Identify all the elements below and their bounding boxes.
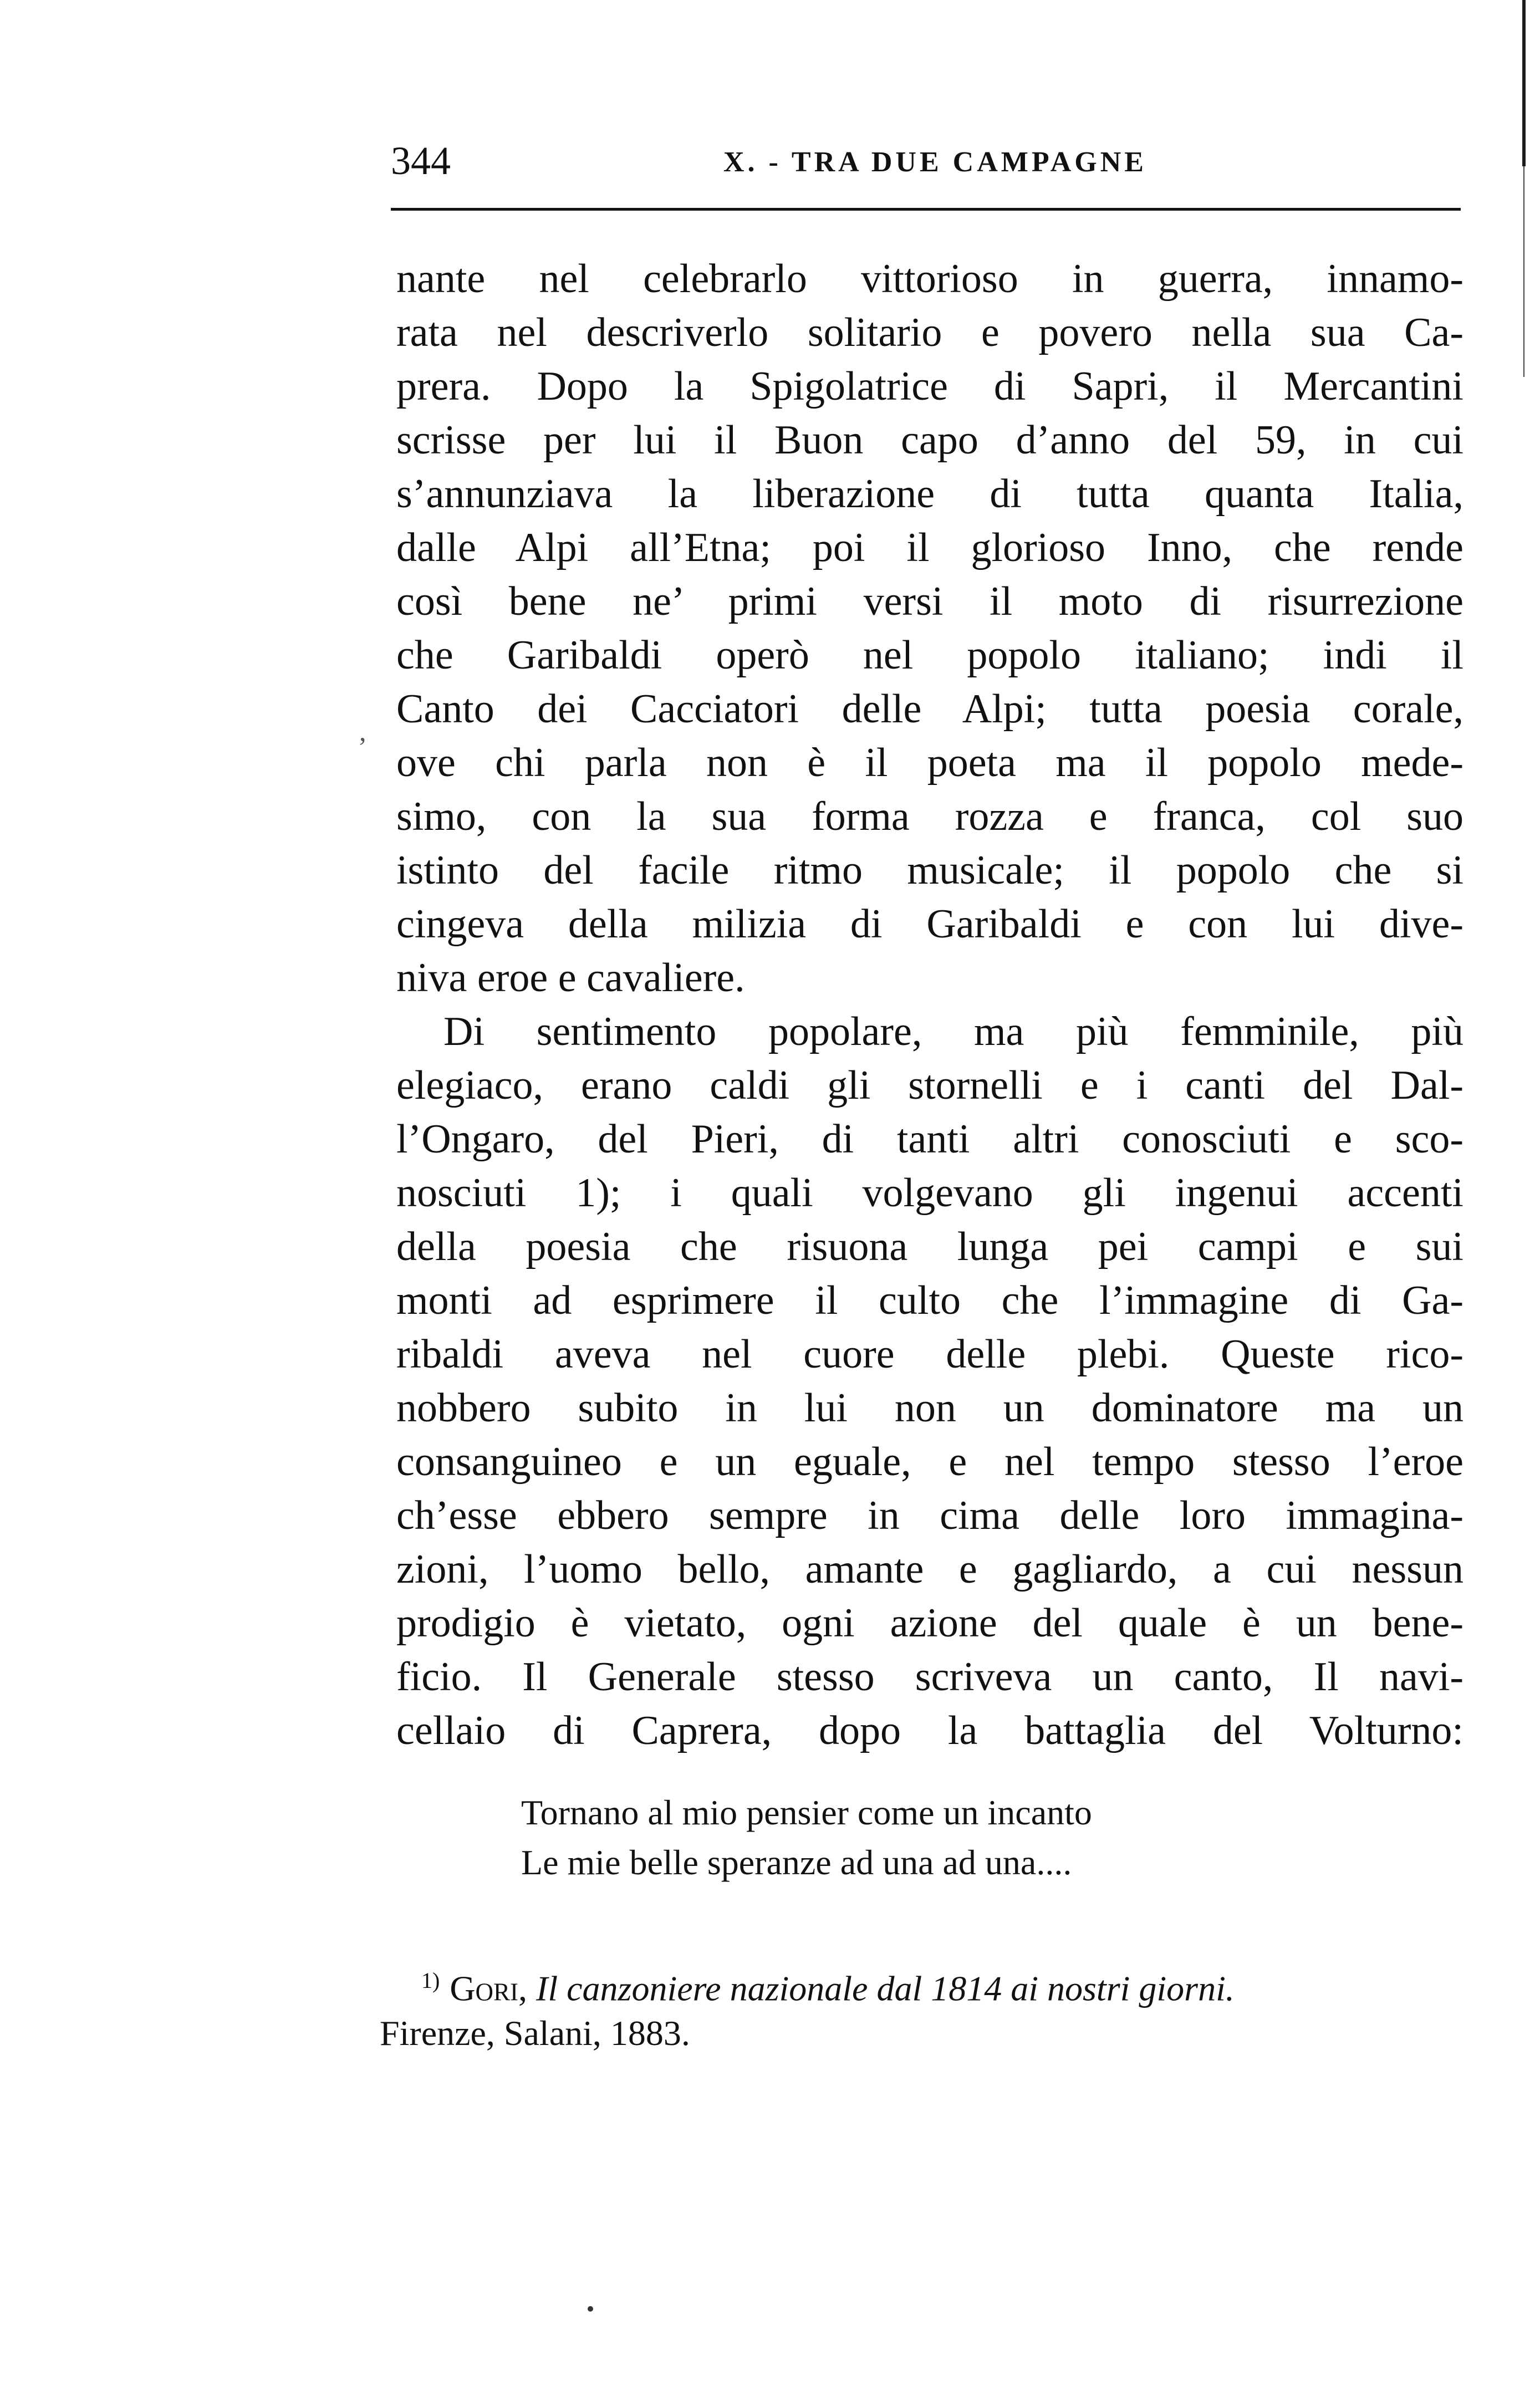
body-line: l’Ongaro, del Pieri, di tanti altri conosciuti e sco- (396, 1116, 1463, 1162)
margin-mark: , (359, 716, 366, 747)
body-line: elegiaco, erano caldi gli stornelli e i canti del Dal- (396, 1063, 1463, 1108)
verse-line: Le mie belle speranze ad una ad una.... (521, 1843, 1072, 1882)
body-line: simo, con la sua forma rozza e franca, col suo (396, 794, 1463, 839)
running-title: X. - TRA DUE CAMPAGNE (723, 146, 1147, 178)
body-line: che Garibaldi operò nel popolo italiano; indi il (396, 633, 1463, 678)
body-line: s’annunziava la liberazione di tutta quanta Italia, (396, 471, 1463, 517)
footnote (380, 1954, 1455, 2059)
body-line: nobbero subito in lui non un dominatore ma un (396, 1385, 1463, 1431)
body-line: nosciuti 1); i quali volgevano gli ingenui accenti (396, 1170, 1463, 1216)
body-line: niva eroe e cavaliere. (396, 955, 745, 1001)
body-line: cellaio di Caprera, dopo la battaglia del Volturno: (396, 1708, 1463, 1753)
body-text (396, 252, 1463, 1758)
page-number: 344 (391, 139, 451, 183)
body-line: monti ad esprimere il culto che l’immagine di Ga- (396, 1278, 1463, 1323)
body-line: ribaldi aveva nel cuore delle plebi. Queste rico- (396, 1332, 1463, 1377)
stray-ink-dot (588, 2306, 593, 2312)
body-line: istinto del facile ritmo musicale; il popolo che si (396, 848, 1463, 893)
body-line: Di sentimento popolare, ma più femminile, più (443, 1009, 1463, 1054)
body-line: rata nel descriverlo solitario e povero nella sua Ca- (396, 310, 1463, 355)
footnote-marker: 1) (421, 1968, 440, 1993)
body-line: nante nel celebrarlo vittorioso in guerra, innamo- (396, 256, 1463, 302)
body-line: dalle Alpi all’Etna; poi il glorioso Inno, che rende (396, 525, 1463, 570)
header-rule (391, 208, 1461, 211)
footnote-line (380, 1954, 1455, 2007)
footnote-title: Il canzoniere nazionale dal 1814 ai nostri giorni. (536, 1968, 1235, 2008)
page-header (391, 136, 1461, 186)
page-edge-bar (1522, 0, 1526, 166)
body-line: ch’esse ebbero sempre in cima delle loro immagina- (396, 1493, 1463, 1538)
body-line: prodigio è vietato, ogni azione del quale è un bene- (396, 1600, 1463, 1646)
verse-line: Tornano al mio pensier come un incanto (521, 1793, 1092, 1832)
body-line: ove chi parla non è il poeta ma il popolo mede- (396, 740, 1463, 786)
page-edge-line (1523, 166, 1524, 377)
footnote-publication: Firenze, Salani, 1883. (380, 2013, 690, 2053)
body-line: ficio. Il Generale stesso scriveva un canto, Il navi- (396, 1654, 1463, 1700)
verse-quotation (521, 1788, 1092, 1888)
body-line: così bene ne’ primi versi il moto di risurrezione (396, 579, 1463, 624)
body-line: zioni, l’uomo bello, amante e gagliardo, a cui nessun (396, 1547, 1463, 1592)
body-line: Canto dei Cacciatori delle Alpi; tutta poesia corale, (396, 686, 1463, 732)
footnote-author: Gori, (450, 1968, 528, 2008)
body-line: prera. Dopo la Spigolatrice di Sapri, il Mercantini (396, 364, 1463, 409)
body-line: scrisse per lui il Buon capo d’anno del 59, in cui (396, 417, 1463, 463)
body-line: cingeva della milizia di Garibaldi e con lui dive- (396, 901, 1463, 947)
body-line: consanguineo e un eguale, e nel tempo stesso l’eroe (396, 1439, 1463, 1485)
body-line: della poesia che risuona lunga pei campi e sui (396, 1224, 1463, 1269)
